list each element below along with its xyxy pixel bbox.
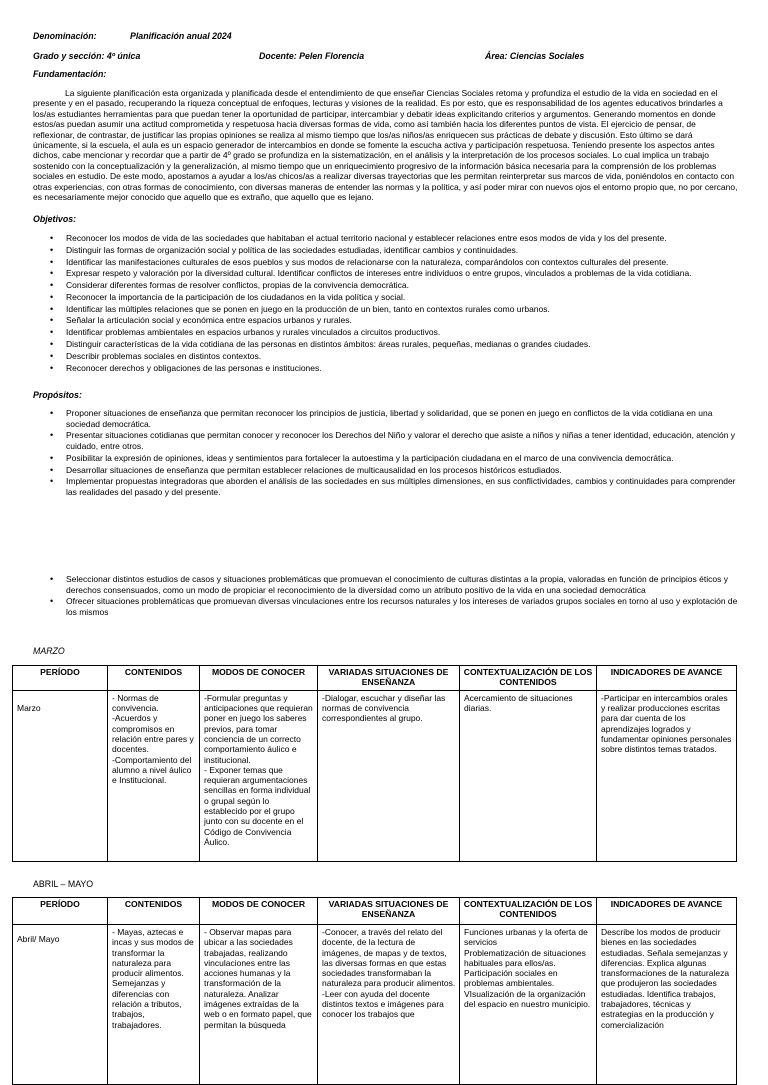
list-item: • Presentar situaciones cotidianas que permitan conocer y reconocer los Derechos del Niño y valorar el derecho que asiste a niños y niñas a tener identidad, educación, atención y cuidado, entre otros.: [33, 430, 738, 451]
list-item: • Seleccionar distintos estudios de casos y situaciones problemáticas que promuevan el conocimiento de culturas distintas a la propia, valoradas en función de principios éticos y derechos consensuados, como un modo de propiciar el reconocimiento de la diversidad como un atributo positivo de la vida en una sociedad democrática: [33, 574, 738, 595]
table-cell: - Observar mapas para ubicar a las sociedades trabajadas, realizando vinculaciones entre las acciones humanas y la transformación de la naturaleza. Analizar imágenes extraídas de la web o en formato papel, que permitan la búsqueda: [200, 925, 318, 1085]
objetivos-title: Objetivos:: [33, 214, 77, 224]
column-header: INDICADORES DE AVANCE: [597, 666, 737, 691]
list-item: • Reconocer derechos y obligaciones de las personas e instituciones.: [33, 363, 738, 374]
list-item: • Describir problemas sociales en distintos contextos.: [33, 351, 738, 362]
table-row: [13, 690, 737, 861]
table-header-row: [13, 898, 737, 925]
list-item: • Reconocer los modos de vida de las sociedades que habitaban el actual territorio nacional y establecer relaciones entre esos modos de vida y los del presente.: [33, 233, 738, 244]
table-cell: Describe los modos de producir bienes en las sociedades estudiadas. Señala semejanzas y diferencias. Explica algunas transformaciones de la naturaleza que produjeron las sociedades estudiadas. Identifica trabajos, trabajadores, técnicas y estrategias en la producción y comercialización: [597, 925, 737, 1085]
column-header: MODOS DE CONOCER: [200, 898, 318, 925]
propositos-title: Propósitos:: [33, 390, 82, 400]
table-row: [13, 925, 737, 1085]
propositos-list-continued: [33, 574, 738, 619]
table-cell: -Participar en intercambios orales y realizar producciones escritas para dar cuenta de los aprendizajes logrados y fundamentar opiniones personales sobre distintos temas tratados.: [597, 690, 737, 861]
table-cell: -Dialogar, escuchar y diseñar las normas de convivencia correspondientes al grupo.: [318, 690, 460, 861]
column-header: CONTEXTUALIZACIÓN DE LOS CONTENIDOS: [460, 898, 597, 925]
list-item: • Ofrecer situaciones problemáticas que promuevan diversas vinculaciones entre los recursos naturales y los intereses de variados grupos sociales en torno al uso y explotación de los mismos: [33, 596, 738, 617]
column-header: INDICADORES DE AVANCE: [597, 898, 737, 925]
table-cell: Abril/ Mayo: [13, 925, 108, 1085]
table-cell: -Formular preguntas y anticipaciones que requieran poner en juego los saberes previos, para tomar conciencia de un correcto comportamiento áulico e institucional. - Exponer temas que requieran argumentaciones sencillas en forma individual o grupal según lo establecido por el grupo junto con su docente en el Código de Convivencia Áulico.: [200, 690, 318, 861]
list-item: • Señalar la articulación social y económica entre espacios urbanos y rurales.: [33, 315, 738, 326]
list-item: • Identificar las manifestaciones culturales de esos pueblos y sus modos de relacionarse con la naturaleza, comparándolos con contextos culturales del presente.: [33, 257, 738, 268]
column-header: CONTENIDOS: [108, 898, 200, 925]
column-header: PERÍODO: [13, 898, 108, 925]
column-header: VARIADAS SITUACIONES DE ENSEÑANZA: [318, 898, 460, 925]
column-header: PERÍODO: [13, 666, 108, 691]
table-cell: Funciones urbanas y la oferta de servicios Problematización de situaciones habituales para ellos/as. Participación sociales en problemas ambientales. VIsualización de la organización del espacio en nuestro municipio.: [460, 925, 597, 1085]
column-header: VARIADAS SITUACIONES DE ENSEÑANZA: [318, 666, 460, 691]
table-cell: Marzo: [13, 690, 108, 861]
list-item: • Distinguir las formas de organización social y política de las sociedades estudiadas, identificar cambios y continuidades.: [33, 245, 738, 256]
area: Área: Ciencias Sociales: [485, 51, 585, 61]
list-item: • Identificar problemas ambientales en espacios urbanos y rurales vinculados a circuitos productivos.: [33, 327, 738, 338]
table-header-row: [13, 666, 737, 691]
denominacion-value: Planificación anual 2024: [130, 31, 232, 41]
table-cell: Acercamiento de situaciones diarias.: [460, 690, 597, 861]
list-item: • Expresar respeto y valoración por la diversidad cultural. Identificar conflictos de intereses entre individuos o entre grupos, vinculados a problemas de la vida cotidiana.: [33, 268, 738, 279]
grado-seccion: Grado y sección: 4º única: [33, 51, 141, 61]
fundamentacion-title: Fundamentación:: [33, 69, 107, 79]
docente: Docente: Pelen Florencia: [259, 51, 365, 61]
propositos-list: [33, 408, 738, 499]
table-cell: - Normas de convivencia. -Acuerdos y compromisos en relación entre pares y docentes. -Comportamiento del alumno a nivel áulico e Institucional.: [108, 690, 200, 861]
abril-mayo-title: ABRIL – MAYO: [33, 879, 94, 889]
list-item: • Implementar propuestas integradoras que aborden el análisis de las sociedades en sus múltiples dimensiones, en sus conflictividades, cambios y continuidades para comprender las realidades del pasado y del presente.: [33, 476, 738, 497]
list-item: • Identificar las múltiples relaciones que se ponen en juego en la producción de un bien, tanto en contextos rurales como urbanos.: [33, 304, 738, 315]
list-item: • Distinguir características de la vida cotidiana de las personas en distintos ámbitos: áreas rurales, pequeñas, medianas o grandes ciudades.: [33, 339, 738, 350]
column-header: MODOS DE CONOCER: [200, 666, 318, 691]
list-item: • Considerar diferentes formas de resolver conflictos, propias de la convivencia democrática.: [33, 280, 738, 291]
column-header: CONTEXTUALIZACIÓN DE LOS CONTENIDOS: [460, 666, 597, 691]
marzo-title: MARZO: [33, 646, 65, 656]
list-item: • Reconocer la importancia de la participación de los ciudadanos en la vida política y social.: [33, 292, 738, 303]
list-item: • Posibilitar la expresión de opiniones, ideas y sentimientos para fortalecer la autoestima y la participación ciudadana en el marco de una convivencia democrática.: [33, 453, 738, 464]
abril-mayo-table: [12, 897, 737, 1085]
marzo-table: [12, 665, 737, 862]
table-cell: -Conocer, a través del relato del docente, de la lectura de imágenes, de mapas y de textos, las diversas formas en que estas sociedades transformaban la naturaleza para producir alimentos. -Leer con ayuda del docente distintos textos e imágenes para conocer los trabajos que: [318, 925, 460, 1085]
objetivos-list: [33, 233, 738, 374]
denominacion-label: Denominación:: [33, 31, 97, 41]
list-item: • Desarrollar situaciones de enseñanza que permitan establecer relaciones de multicausalidad en los procesos históricos estudiados.: [33, 465, 738, 476]
list-item: • Proponer situaciones de enseñanza que permitan reconocer los principios de justicia, libertad y solidaridad, que se ponen en juego en conflictos de la vida cotidiana en una sociedad democrática.: [33, 408, 738, 429]
fundamentacion-text: La siguiente planificación esta organizada y planificada desde el entendimiento de que enseñar Ciencias Sociales retoma y profundiza el estudio de la vida en sociedad en el presente y en el pasado, recuperando la riqueza conceptual de enfoques, lecturas y visiones de la realidad. Es por esto, que es responsabilidad de los agentes educativos brindarles a los/as estudiantes herramientas para que puedan tener la oportunidad de participar, intercambiar y debatir ideas explicitando criterios y argumentos. Generando momentos en donde estos/as puedan asumir una actitud comprometida y respetuosa hacia diversas formas de vida, como así también hacia los diferentes puntos de vista. El ejercicio de pensar, de reflexionar, de contrastar, de justificar las propias opiniones se realiza al mismo tiempo que los/as niños/as enriquecen sus prácticas de debate y discusión. Esto último se dará únicamente, si la escuela, el aula es un espacio generador de intercambios en donde se fomente la escucha activa y participación respetuosa. Teniendo presente los aspectos antes dichos, cabe mencionar y recordar que a partir de 4º grado se profundiza en la sistematización, en el análisis y la interpretación de los procesos sociales. Lo cual implica un trabajo sostenido con la conceptualización y la generalización, al mismo tiempo que un enriquecimiento progresivo de la información básica necesaria para la comprensión de los problemas sociales en estudio. De este modo, apostamos a ayudar a los/as chicos/as a realizar diversas trayectorias que les permitan reinterpretar sus marcos de vida, poniéndolos en contacto con otras experiencias, con otras formas de conocimiento, con diversas maneras de entender las normas y la política, y así poder mirar con nuevos ojos el entorno propio que, no por cercano, es necesariamente mejor conocido que aquello que es extraño, que aquello que es lejano.: [33, 88, 738, 203]
table-cell: - Mayas, aztecas e incas y sus modos de transformar la naturaleza para producir alimentos. Semejanzas y diferencias con relación a tributos, trabajos, trabajadores.: [108, 925, 200, 1085]
column-header: CONTENIDOS: [108, 666, 200, 691]
